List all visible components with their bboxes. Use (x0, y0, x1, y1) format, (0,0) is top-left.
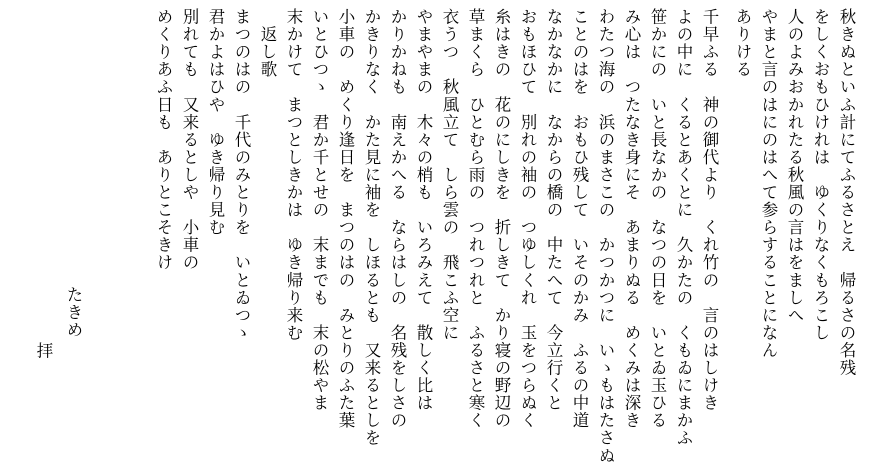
body-column-2: をしくおもひけれは ゆくりなくもろこし (811, 8, 830, 342)
choka-column-13: かりかねも 南えかへる ならはしの 名残をしさの (388, 8, 407, 430)
choka-column-7: なかなかに なからの橋の 中たへて 今立行くと (544, 8, 563, 412)
choka-column-14: かきりなく かた見に袖を しほるとも 又来るとしを (362, 8, 381, 447)
reply-poem-column-1: まつのはの 千代のみとりを いとゐつゝ (232, 8, 251, 342)
reply-poem-column-4: めくりあふ日も ありとこそきけ (154, 8, 173, 272)
choka-column-2: よの中に くるとあくとに 久かたの くもゐにまかふ (674, 8, 693, 447)
choka-column-6: ことのはを おもひ残して いそのかみ ふるの中道 (570, 8, 589, 430)
body-column-4: やまと言のはにのはへて参らすることになん (759, 8, 778, 359)
choka-column-9: 糸はきの 花のにしきを 折しきて かり寝の野辺の (492, 8, 511, 430)
choka-column-16: いとひつゝ 君か千とせの 末までも 末の松やま (310, 8, 329, 412)
choka-column-11: 衣うつ 秋風立て しら雲の 飛こふ空に (440, 8, 459, 342)
choka-column-4: み心は つたなき身にそ あまりぬる めくみは深き (622, 8, 641, 430)
signature-salutation: 拝 (34, 342, 53, 360)
choka-column-3: 笹かにの いと長なかの なつの日を いとゐ玉ひる (648, 8, 667, 430)
choka-column-12: やまやまの 木々の梢も いろみえて 散しく比は (414, 8, 433, 412)
signature-name: たきめ (64, 286, 83, 339)
reply-poem-column-3: 別れても 又来るとしや 小車の (180, 8, 199, 272)
choka-column-1: 千早ふる 神の御代より くれ竹の 言のはしけき (700, 8, 719, 412)
body-column-5: ありける (733, 8, 752, 79)
reply-poem-heading: 返し歌 (258, 8, 277, 79)
choka-column-5: わたつ海の 浜のまさこの かつかつに いゝもはたさぬ (596, 8, 615, 464)
body-column-1: 秋きぬといふ計にてふるさとえ 帰るさの名残 (837, 8, 856, 377)
reply-poem-column-2: 君かよはひや ゆき帰り見む (206, 8, 225, 237)
choka-column-15: 小車の めくり逢日を まつのはの みとりのふた葉 (336, 8, 355, 430)
body-column-3: 人のよみおかれたる秋風の言はをましへ (785, 8, 804, 324)
choka-column-10: 草まくら ひとむら雨の つれつれと ふるさと寒く (466, 8, 485, 430)
choka-column-17: 末かけて まつとしきかは ゆき帰り来む (284, 8, 303, 342)
choka-column-8: おもほひて 別れの袖の つゆしくれ 玉をつらぬく (518, 8, 537, 430)
